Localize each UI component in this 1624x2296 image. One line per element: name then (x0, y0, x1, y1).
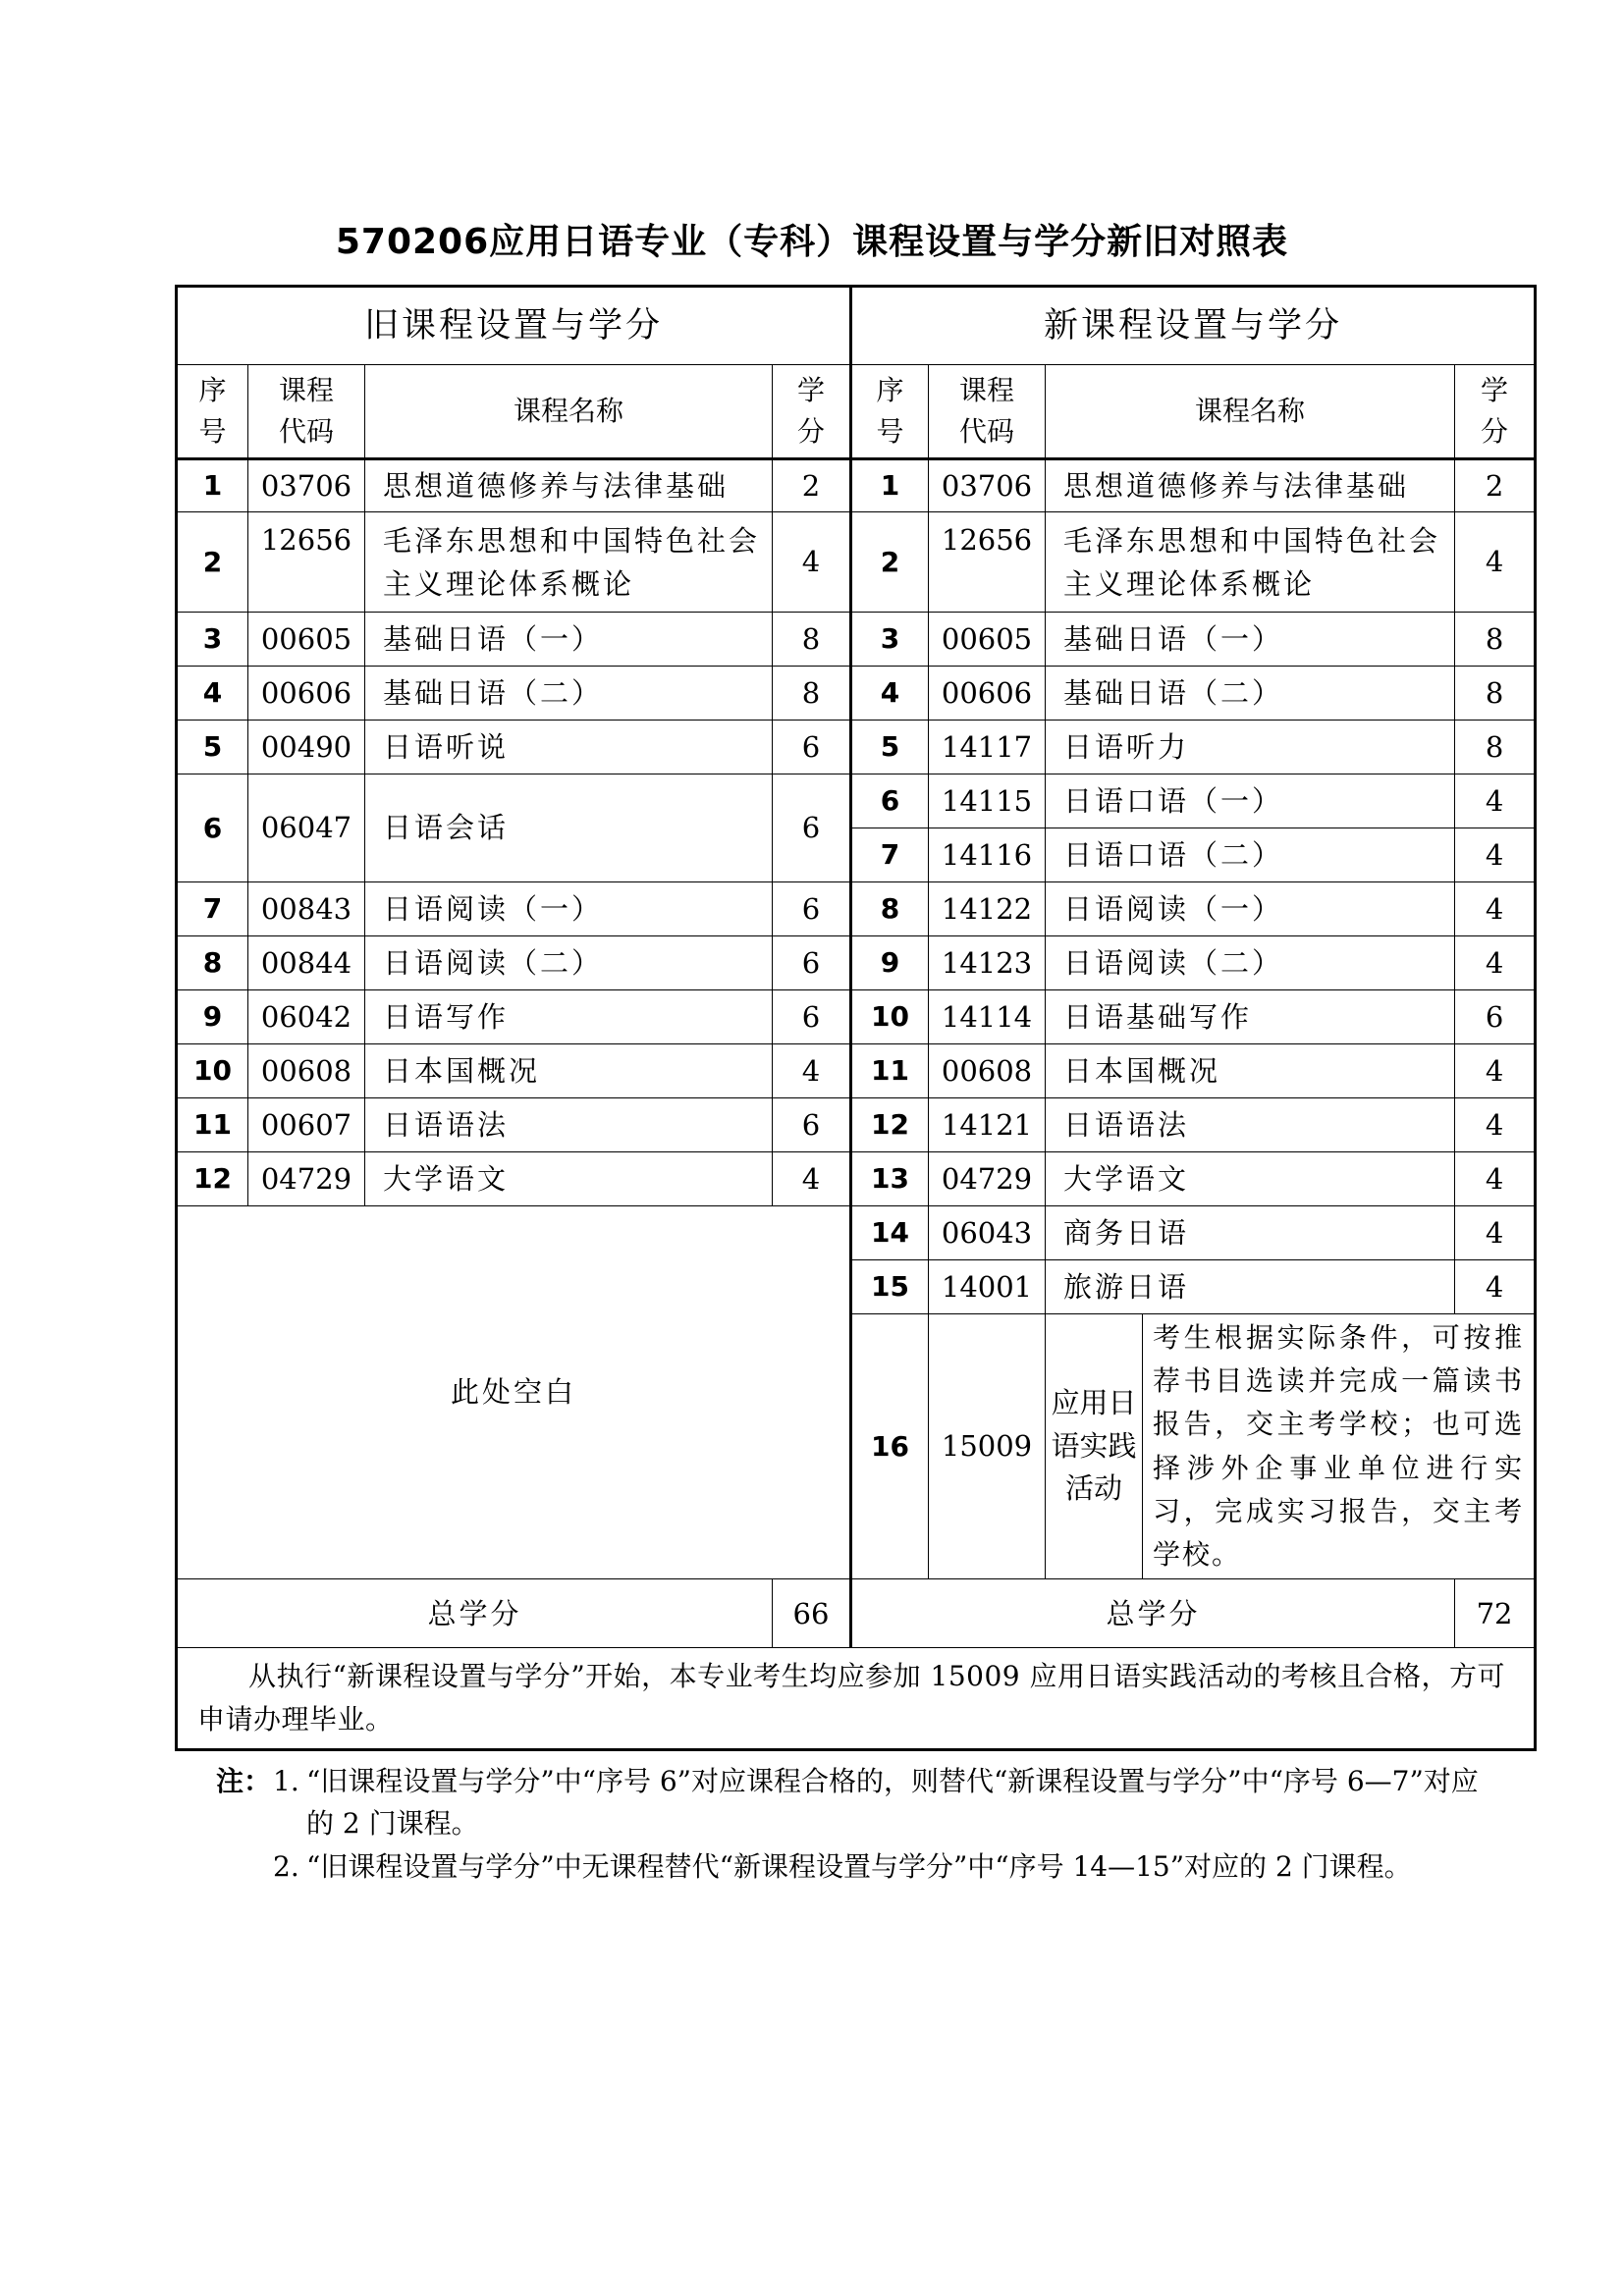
new-code: 04729 (929, 1152, 1046, 1206)
old-seq: 1 (177, 459, 248, 512)
old-credit: 4 (773, 512, 851, 613)
new-credit: 8 (1455, 721, 1536, 774)
new-credit: 8 (1455, 667, 1536, 721)
table-row (177, 1152, 1536, 1206)
new-col-name: 课程名称 (1046, 365, 1455, 459)
old-seq: 10 (177, 1044, 248, 1098)
old-name: 日本国概况 (365, 1044, 773, 1098)
old-credit: 6 (773, 882, 851, 936)
new-credit: 4 (1455, 1260, 1536, 1314)
new-code: 00605 (929, 613, 1046, 667)
document-title: 570206应用日语专业（专科）课程设置与学分新旧对照表 (335, 222, 1289, 262)
table-row (177, 1044, 1536, 1098)
old-credit: 6 (773, 936, 851, 990)
new-seq: 10 (851, 990, 929, 1044)
note-text: “旧课程设置与学分”中“序号 6”对应课程合格的，则替代“新课程设置与学分”中“序号 6—7”对应的 2 门课程。 (306, 1765, 1479, 1841)
new-name: 毛泽东思想和中国特色社会主义理论体系概论 (1046, 512, 1455, 613)
old-credit: 8 (773, 613, 851, 667)
new-credit: 4 (1455, 936, 1536, 990)
old-name: 日语会话 (365, 774, 773, 882)
old-credit: 4 (773, 1152, 851, 1206)
new-name: 日本国概况 (1046, 1044, 1455, 1098)
new-seq: 12 (851, 1098, 929, 1152)
new-code: 14116 (929, 828, 1046, 882)
new-seq: 1 (851, 459, 929, 512)
old-code: 00490 (248, 721, 365, 774)
new-code: 14122 (929, 882, 1046, 936)
new-total-label: 总学分 (851, 1579, 1455, 1648)
new-seq: 7 (851, 828, 929, 882)
old-code: 06047 (248, 774, 365, 882)
old-seq: 6 (177, 774, 248, 882)
new-seq: 13 (851, 1152, 929, 1206)
new-credit: 4 (1455, 882, 1536, 936)
footnote-text: 从执行“新课程设置与学分”开始，本专业考生均应参加 15009 应用日语实践活动的考核且合格，方可申请办理毕业。 (197, 1659, 1506, 1736)
new-code: 15009 (929, 1314, 1046, 1579)
old-name: 日语阅读（二） (365, 936, 773, 990)
new-credit: 4 (1455, 512, 1536, 613)
new-seq: 9 (851, 936, 929, 990)
table-row (177, 613, 1536, 667)
notes-label: 注： (216, 1765, 272, 1797)
new-credit: 4 (1455, 1152, 1536, 1206)
new-seq: 8 (851, 882, 929, 936)
old-col-seq: 序 号 (177, 365, 248, 459)
old-code: 00606 (248, 667, 365, 721)
new-name: 日语阅读（二） (1046, 936, 1455, 990)
new-code: 14117 (929, 721, 1046, 774)
table-row (177, 990, 1536, 1044)
new-name: 日语基础写作 (1046, 990, 1455, 1044)
new-name: 基础日语（一） (1046, 613, 1455, 667)
new-code: 06043 (929, 1206, 1046, 1260)
old-credit: 8 (773, 667, 851, 721)
old-credit: 6 (773, 990, 851, 1044)
old-name: 基础日语（二） (365, 667, 773, 721)
old-col-name: 课程名称 (365, 365, 773, 459)
table-row (177, 459, 1536, 512)
new-code: 14114 (929, 990, 1046, 1044)
new-seq: 5 (851, 721, 929, 774)
new-seq: 15 (851, 1260, 929, 1314)
old-code: 00607 (248, 1098, 365, 1152)
table-row (177, 1206, 1536, 1260)
old-name: 日语语法 (365, 1098, 773, 1152)
new-seq: 14 (851, 1206, 929, 1260)
new-code: 14121 (929, 1098, 1046, 1152)
new-name: 日语口语（二） (1046, 828, 1455, 882)
new-section-header: 新课程设置与学分 (851, 287, 1536, 365)
old-seq: 11 (177, 1098, 248, 1152)
old-code: 00843 (248, 882, 365, 936)
note-text: “旧课程设置与学分”中无课程替代“新课程设置与学分”中“序号 14—15”对应的 2 门课程。 (306, 1849, 1412, 1883)
table-row (177, 936, 1536, 990)
new-credit: 4 (1455, 1098, 1536, 1152)
new-name: 日语听力 (1046, 721, 1455, 774)
old-code: 03706 (248, 459, 365, 512)
new-course-description: 考生根据实际条件，可按推荐书目选读并完成一篇读书报告，交主考学校；也可选择涉外企事业单位进行实习，完成实习报告，交主考学校。 (1143, 1314, 1536, 1579)
totals-row (177, 1579, 1536, 1648)
new-code: 00606 (929, 667, 1046, 721)
old-code: 06042 (248, 990, 365, 1044)
note-item (216, 1760, 1483, 1845)
new-credit: 4 (1455, 1044, 1536, 1098)
new-credit: 4 (1455, 1206, 1536, 1260)
old-col-credit: 学 分 (773, 365, 851, 459)
blank-area: 此处空白 (177, 1206, 851, 1579)
new-code: 03706 (929, 459, 1046, 512)
course-comparison-table (175, 285, 1537, 1751)
old-name: 毛泽东思想和中国特色社会主义理论体系概论 (365, 512, 773, 613)
new-name: 应用日语实践活动 (1046, 1314, 1143, 1579)
table-row (177, 1098, 1536, 1152)
new-seq: 3 (851, 613, 929, 667)
old-credit: 6 (773, 1098, 851, 1152)
new-code: 00608 (929, 1044, 1046, 1098)
new-col-credit: 学 分 (1455, 365, 1536, 459)
old-code: 00605 (248, 613, 365, 667)
old-total-label: 总学分 (177, 1579, 773, 1648)
new-total-credit: 72 (1455, 1579, 1536, 1648)
new-credit: 2 (1455, 459, 1536, 512)
new-name: 思想道德修养与法律基础 (1046, 459, 1455, 512)
note-item (216, 1845, 1483, 1888)
old-code: 04729 (248, 1152, 365, 1206)
old-seq: 9 (177, 990, 248, 1044)
new-col-code: 课程 代码 (929, 365, 1046, 459)
new-code: 14001 (929, 1260, 1046, 1314)
notes (216, 1760, 1483, 1888)
new-credit: 4 (1455, 774, 1536, 828)
new-seq: 11 (851, 1044, 929, 1098)
old-code: 00608 (248, 1044, 365, 1098)
note-number: 1. (273, 1765, 299, 1797)
note-number: 2. (273, 1849, 299, 1883)
table-row (177, 512, 1536, 613)
old-seq: 5 (177, 721, 248, 774)
new-name: 大学语文 (1046, 1152, 1455, 1206)
new-code: 12656 (929, 512, 1046, 613)
old-seq: 8 (177, 936, 248, 990)
new-seq: 4 (851, 667, 929, 721)
table-row (177, 721, 1536, 774)
new-name: 日语语法 (1046, 1098, 1455, 1152)
old-name: 思想道德修养与法律基础 (365, 459, 773, 512)
old-name: 日语阅读（一） (365, 882, 773, 936)
old-credit: 2 (773, 459, 851, 512)
new-seq: 2 (851, 512, 929, 613)
new-code: 14123 (929, 936, 1046, 990)
old-name: 日语写作 (365, 990, 773, 1044)
new-name: 日语口语（一） (1046, 774, 1455, 828)
old-seq: 4 (177, 667, 248, 721)
old-section-header: 旧课程设置与学分 (177, 287, 851, 365)
table-row (177, 667, 1536, 721)
old-credit: 4 (773, 1044, 851, 1098)
old-col-code: 课程 代码 (248, 365, 365, 459)
new-code: 14115 (929, 774, 1046, 828)
old-name: 基础日语（一） (365, 613, 773, 667)
old-seq: 2 (177, 512, 248, 613)
new-credit: 4 (1455, 828, 1536, 882)
old-code: 00844 (248, 936, 365, 990)
new-name: 基础日语（二） (1046, 667, 1455, 721)
old-seq: 3 (177, 613, 248, 667)
new-name: 日语阅读（一） (1046, 882, 1455, 936)
table-row (177, 882, 1536, 936)
new-name: 商务日语 (1046, 1206, 1455, 1260)
old-name: 大学语文 (365, 1152, 773, 1206)
old-credit: 6 (773, 721, 851, 774)
old-seq: 7 (177, 882, 248, 936)
old-credit: 6 (773, 774, 851, 882)
old-seq: 12 (177, 1152, 248, 1206)
new-name: 旅游日语 (1046, 1260, 1455, 1314)
new-seq: 6 (851, 774, 929, 828)
old-total-credit: 66 (773, 1579, 851, 1648)
new-seq: 16 (851, 1314, 929, 1579)
old-name: 日语听说 (365, 721, 773, 774)
table-row (177, 774, 1536, 828)
old-code: 12656 (248, 512, 365, 613)
new-credit: 6 (1455, 990, 1536, 1044)
footnote (177, 1648, 1536, 1750)
new-col-seq: 序 号 (851, 365, 929, 459)
new-credit: 8 (1455, 613, 1536, 667)
